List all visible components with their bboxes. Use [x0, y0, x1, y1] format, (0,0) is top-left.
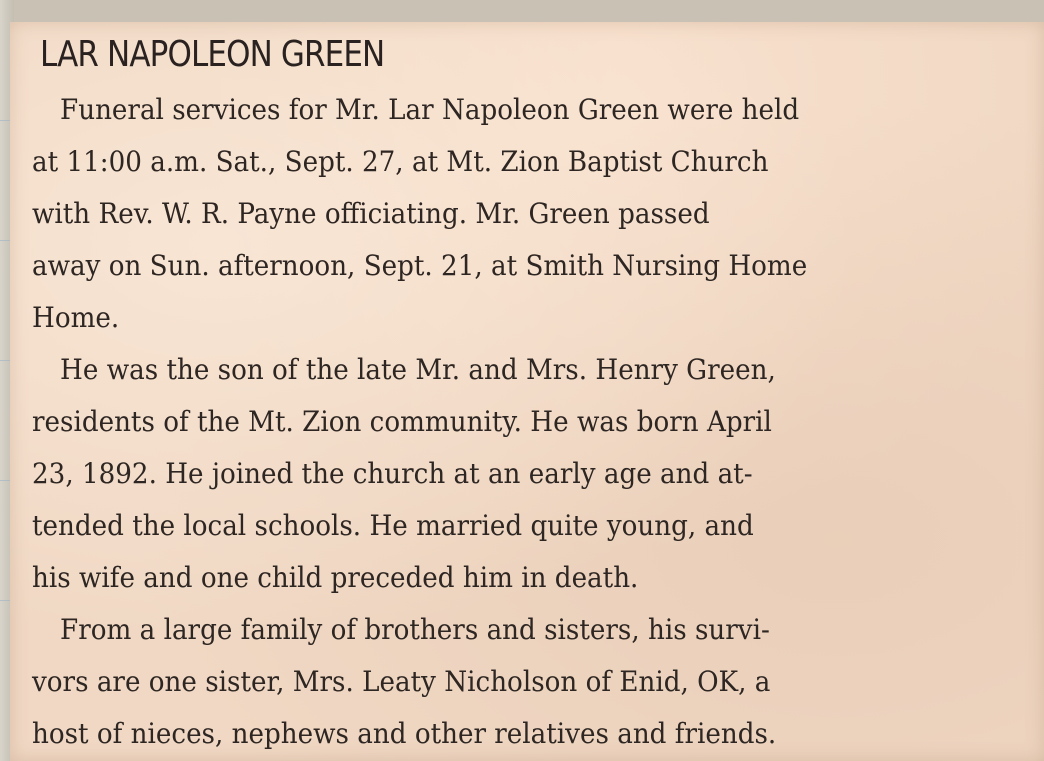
text-line: away on Sun. afternoon, Sept. 21, at Smith Nursing Home	[32, 249, 808, 282]
text-line: residents of the Mt. Zion community. He was born April	[32, 405, 772, 438]
text-line: host of nieces, nephews and other relatives and friends.	[32, 717, 777, 750]
text-line: He was the son of the late Mr. and Mrs. Henry Green,	[60, 353, 776, 386]
text-line: 23, 1892. He joined the church at an early age and at-	[32, 457, 753, 490]
text-line: Home.	[32, 301, 120, 334]
text-line: vors are one sister, Mrs. Leaty Nicholson of Enid, OK, a	[32, 665, 771, 698]
text-line: his wife and one child preceded him in death.	[32, 561, 639, 594]
text-line: at 11:00 a.m. Sat., Sept. 27, at Mt. Zion Baptist Church	[32, 145, 769, 178]
text-line: with Rev. W. R. Payne officiating. Mr. Green passed	[32, 197, 710, 230]
text-line: Funeral services for Mr. Lar Napoleon Green were held	[60, 93, 800, 126]
newspaper-clipping	[10, 22, 1044, 761]
text-line: From a large family of brothers and sisters, his survi-	[60, 613, 770, 646]
obituary-headline: LAR NAPOLEON GREEN	[40, 34, 385, 75]
obituary-body	[32, 84, 1044, 760]
text-line: tended the local schools. He married quite young, and	[32, 509, 754, 542]
